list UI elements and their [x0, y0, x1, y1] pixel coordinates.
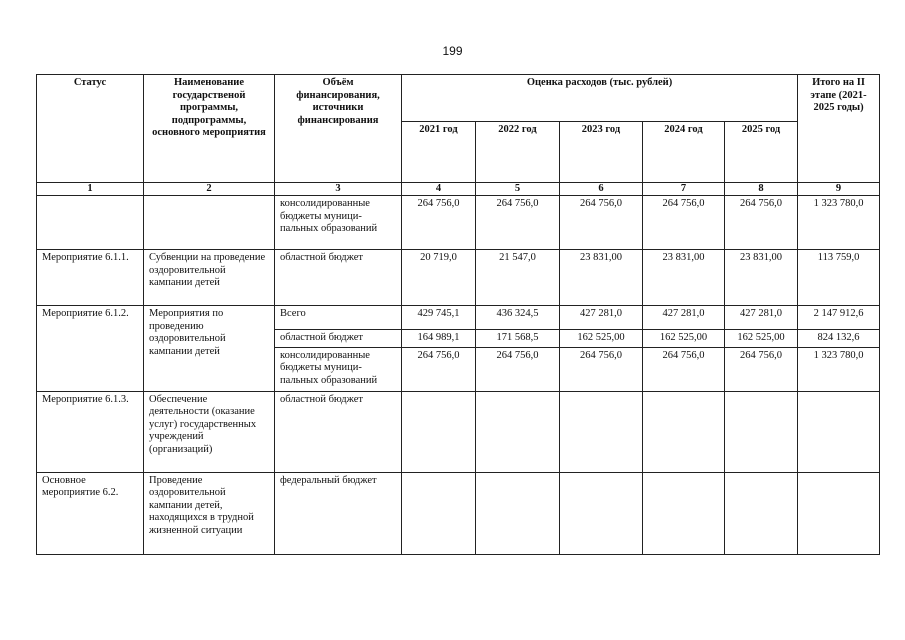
- funding-source: областной бюджет: [275, 330, 402, 348]
- value-2023: [560, 472, 643, 554]
- value-2021: 164 989,1: [402, 330, 476, 348]
- value-2021: 429 745,1: [402, 306, 476, 330]
- funding-source: федеральный бюджет: [275, 472, 402, 554]
- column-number: 5: [476, 183, 560, 196]
- funding-source: консолидированные бюджеты муници-пальных образований: [275, 196, 402, 250]
- value-2023: 264 756,0: [560, 347, 643, 391]
- table-row: [37, 391, 880, 472]
- page-number: 199: [442, 44, 463, 58]
- value-total: 1 323 780,0: [798, 196, 880, 250]
- value-total: [798, 472, 880, 554]
- status-cell: Мероприятие 6.1.1.: [37, 250, 144, 306]
- value-total: [798, 391, 880, 472]
- value-2021: 20 719,0: [402, 250, 476, 306]
- value-2025: [725, 472, 798, 554]
- value-2024: [643, 391, 725, 472]
- column-number: 7: [643, 183, 725, 196]
- value-2022: 264 756,0: [476, 196, 560, 250]
- table-row: [37, 250, 880, 306]
- value-2022: [476, 391, 560, 472]
- header-row: [37, 75, 880, 122]
- status-cell: [37, 196, 144, 250]
- funding-source: Всего: [275, 306, 402, 330]
- header-estimate: Оценка расходов (тыс. рублей): [402, 75, 798, 122]
- value-2023: 427 281,0: [560, 306, 643, 330]
- value-2025: [725, 391, 798, 472]
- value-2025: 162 525,00: [725, 330, 798, 348]
- status-cell: Мероприятие 6.1.3.: [37, 391, 144, 472]
- value-2021: [402, 391, 476, 472]
- value-2022: 171 568,5: [476, 330, 560, 348]
- value-2024: 427 281,0: [643, 306, 725, 330]
- value-2022: [476, 472, 560, 554]
- value-total: 113 759,0: [798, 250, 880, 306]
- funding-source: областной бюджет: [275, 250, 402, 306]
- column-number: 3: [275, 183, 402, 196]
- value-2023: 162 525,00: [560, 330, 643, 348]
- column-number: 2: [144, 183, 275, 196]
- header-year-2025: 2025 год: [725, 122, 798, 183]
- header-year-2023: 2023 год: [560, 122, 643, 183]
- value-2024: 23 831,00: [643, 250, 725, 306]
- value-total: 1 323 780,0: [798, 347, 880, 391]
- value-2025: 264 756,0: [725, 347, 798, 391]
- value-2024: 264 756,0: [643, 196, 725, 250]
- value-2021: [402, 472, 476, 554]
- column-number: 8: [725, 183, 798, 196]
- value-total: 824 132,6: [798, 330, 880, 348]
- name-cell: Проведение оздоровительной кампании детей, находящихся в трудной жизненной ситуации: [144, 472, 275, 554]
- value-2022: 264 756,0: [476, 347, 560, 391]
- table-row: [37, 196, 880, 250]
- header-year-2021: 2021 год: [402, 122, 476, 183]
- column-number: 9: [798, 183, 880, 196]
- status-cell: Основное мероприятие 6.2.: [37, 472, 144, 554]
- value-2025: 23 831,00: [725, 250, 798, 306]
- header-funding: Объём финансирования, источники финансирования: [275, 75, 402, 183]
- value-2023: [560, 391, 643, 472]
- name-cell: Субвенции на проведение оздоровительной кампании детей: [144, 250, 275, 306]
- funding-source: областной бюджет: [275, 391, 402, 472]
- header-name: Наименование государственой программы, подпрограммы, основного мероприятия: [144, 75, 275, 183]
- column-number: 4: [402, 183, 476, 196]
- value-2023: 23 831,00: [560, 250, 643, 306]
- header-total: Итого на II этапе (2021-2025 годы): [798, 75, 880, 183]
- name-cell: [144, 196, 275, 250]
- value-total: 2 147 912,6: [798, 306, 880, 330]
- name-cell: Обеспечение деятельности (оказание услуг) государственных учреждений (организаций): [144, 391, 275, 472]
- value-2024: 162 525,00: [643, 330, 725, 348]
- header-year-2024: 2024 год: [643, 122, 725, 183]
- status-cell: Мероприятие 6.1.2.: [37, 306, 144, 392]
- value-2021: 264 756,0: [402, 196, 476, 250]
- budget-table: [36, 74, 880, 555]
- column-number: 1: [37, 183, 144, 196]
- funding-source: консолидированные бюджеты муници-пальных образований: [275, 347, 402, 391]
- value-2025: 264 756,0: [725, 196, 798, 250]
- column-numbers-row: [37, 183, 880, 196]
- value-2022: 436 324,5: [476, 306, 560, 330]
- value-2025: 427 281,0: [725, 306, 798, 330]
- header-status: Статус: [37, 75, 144, 183]
- header-year-2022: 2022 год: [476, 122, 560, 183]
- name-cell: Мероприятия по проведению оздоровительной кампании детей: [144, 306, 275, 392]
- column-number: 6: [560, 183, 643, 196]
- table-row: [37, 306, 880, 330]
- value-2023: 264 756,0: [560, 196, 643, 250]
- value-2024: [643, 472, 725, 554]
- table-row: [37, 472, 880, 554]
- value-2021: 264 756,0: [402, 347, 476, 391]
- value-2022: 21 547,0: [476, 250, 560, 306]
- value-2024: 264 756,0: [643, 347, 725, 391]
